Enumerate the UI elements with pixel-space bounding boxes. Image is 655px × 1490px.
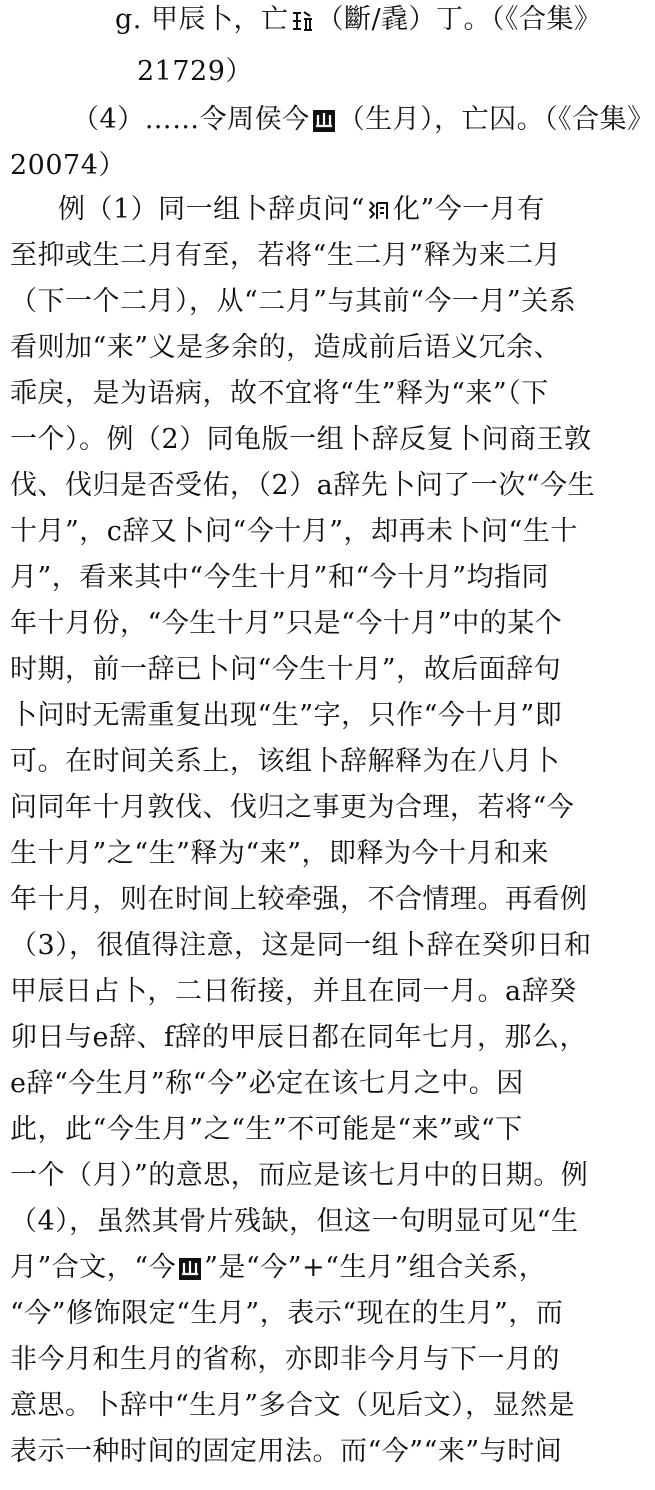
body-line-10 (10, 604, 562, 644)
example-g-line-1 (115, 0, 602, 40)
body-line-4 (10, 328, 561, 368)
example-4-line-2 (10, 146, 126, 186)
body-line-19 (10, 1018, 587, 1058)
body-line-16 (10, 880, 588, 920)
body-line-9 (10, 558, 549, 598)
body-line-6 (10, 420, 592, 460)
body-text: ”是“今”+“生月”组合关系， (204, 1252, 547, 1283)
body-text: 此，此“今生月”之“生”不可能是“来”或“下 (10, 1114, 523, 1145)
body-text: 月”，看来其中“今生十月”和“今十月”均指同 (10, 562, 550, 593)
body-line-26 (10, 1340, 560, 1380)
body-text: （4），虽然其骨片残缺，但这一句明显可见“生 (10, 1206, 579, 1237)
body-text: 卜问时无需重复出现“生”字，只作“今十月”即 (10, 700, 563, 731)
body-line-3 (10, 282, 576, 322)
body-text: 至抑或生二月有至，若将“生二月”释为来二月 (10, 240, 562, 271)
example-g-line-2 (137, 52, 253, 92)
body-line-20 (10, 1064, 524, 1104)
example-g-source: 21729） (137, 56, 253, 87)
body-text: 意思。卜辞中“生月”多合文（见后文），显然是 (10, 1390, 576, 1421)
body-text: 非今月和生月的省称，亦即非今月与下一月的 (10, 1344, 560, 1375)
body-line-5 (10, 374, 549, 414)
body-line-25 (10, 1294, 563, 1334)
body-text: 一个）。例（2）同龟版一组卜辞反复卜问商王敦 (10, 424, 592, 455)
shengyue-ligature-icon (312, 109, 336, 133)
body-text: 卯日与e辞、f辞的甲辰日都在同年七月，那么， (10, 1022, 587, 1053)
body-text: 生十月”之“生”释为“来”，即释为今十月和来 (10, 838, 550, 869)
example-4-text-b: （生月），亡囚。（《合集》 (337, 104, 655, 135)
body-text: 年十月，则在时间上较牵强，不合情理。再看例 (10, 884, 588, 915)
body-text: （下一个二月），从“二月”与其前“今一月”关系 (10, 286, 577, 317)
body-text: 一个（月）”的意思，而应是该七月中的日期。例 (10, 1160, 589, 1191)
shengyue-ligature-icon (178, 1257, 202, 1281)
body-line-17 (10, 926, 592, 966)
body-line-2 (10, 236, 561, 276)
body-text: 月”合文，“今 (10, 1252, 177, 1283)
oracle-bone-glyph-icon (367, 199, 391, 223)
body-text: 可。在时间关系上，该组卜辞解释为在八月卜 (10, 746, 560, 777)
body-text: 表示一种时间的固定用法。而“今”“来”与时间 (10, 1436, 563, 1467)
body-line-28 (10, 1432, 562, 1472)
body-text: （3），很值得注意，这是同一组卜辞在癸卯日和 (10, 930, 592, 961)
body-line-27 (10, 1386, 575, 1426)
body-text: 例（1）同一组卜辞贞问“ (58, 194, 365, 225)
body-line-13 (10, 742, 560, 782)
body-line-22 (10, 1156, 588, 1196)
body-text: 年十月份，“今生十月”只是“今十月”中的某个 (10, 608, 563, 639)
body-text: 时期，前一辞已卜问“今生十月”，故后面辞句 (10, 654, 562, 685)
oracle-bone-glyph-icon (290, 9, 314, 33)
body-text: e辞“今生月”称“今”必定在该七月之中。因 (10, 1068, 524, 1099)
body-line-23 (10, 1202, 578, 1242)
example-g-text-a: g. 甲辰卜，亡 (115, 4, 289, 35)
body-line-14 (10, 788, 574, 828)
body-text: 乖戾，是为语病，故不宜将“生”释为“来”（下 (10, 378, 549, 409)
body-text: “今”修饰限定“生月”，表示“现在的生月”，而 (10, 1298, 564, 1329)
body-text: 伐、伐归是否受佑，（2）a辞先卜问了一次“今生 (10, 470, 596, 501)
example-4-source: 20074） (10, 150, 126, 181)
body-text: 十月”，c辞又卜问“今十月”，却再未卜问“生十 (10, 516, 578, 547)
body-text: 甲辰日占卜，二日衔接，并且在同一月。a辞癸 (10, 976, 577, 1007)
body-text: 看则加“来”义是多余的，造成前后语义冗余、 (10, 332, 562, 363)
body-line-24 (10, 1248, 546, 1288)
body-text: 问同年十月敦伐、伐归之事更为合理，若将“今 (10, 792, 575, 823)
example-g-text-b: （斷/毳）丁。（《合集》 (316, 4, 602, 35)
body-line-8 (10, 512, 578, 552)
body-line-15 (10, 834, 549, 874)
example-4-line-1 (72, 100, 655, 140)
body-line-18 (10, 972, 577, 1012)
body-line-7 (10, 466, 595, 506)
body-line-21 (10, 1110, 523, 1150)
body-line-12 (10, 696, 562, 736)
body-text: 化”今一月有 (392, 194, 545, 225)
body-line-1 (58, 190, 545, 230)
example-4-text-a: （4）……令周侯今 (72, 104, 310, 135)
body-line-11 (10, 650, 561, 690)
